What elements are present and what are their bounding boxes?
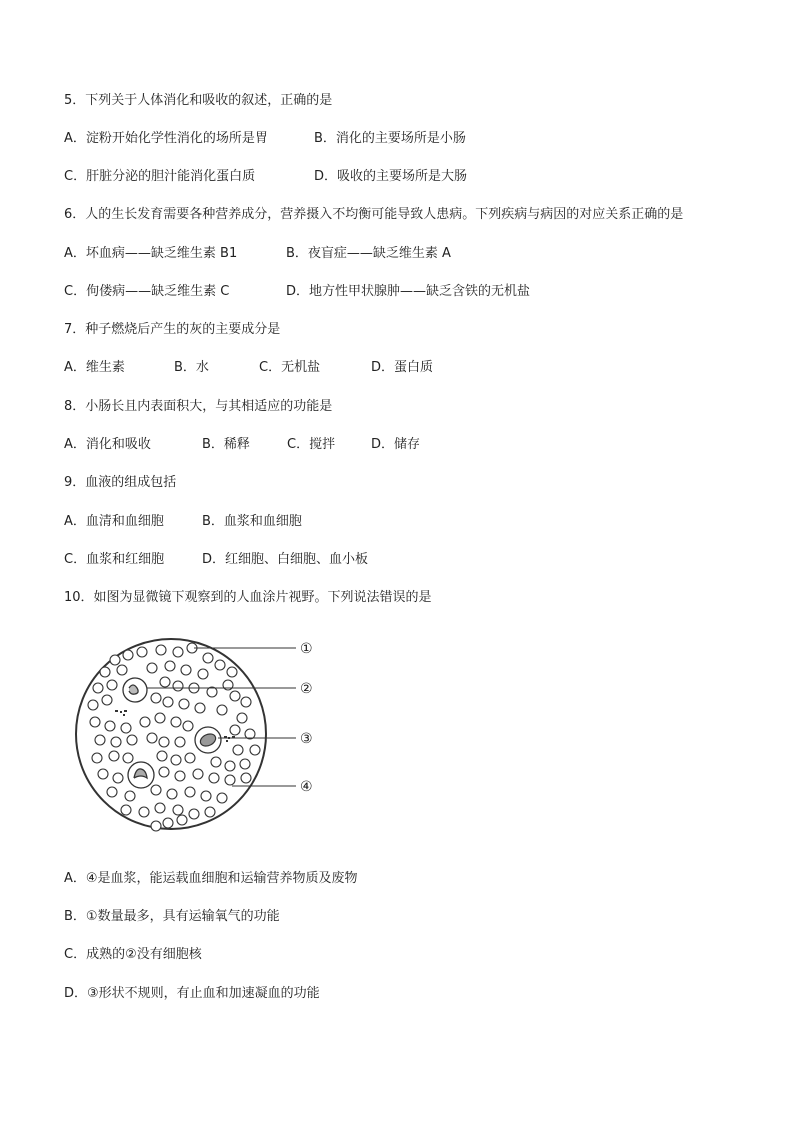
red-blood-cell: [157, 751, 167, 761]
red-blood-cell: [227, 667, 237, 677]
q7-option-c[interactable]: C．无机盐: [259, 360, 321, 375]
red-blood-cell: [185, 787, 195, 797]
red-blood-cell: [151, 821, 161, 831]
red-blood-cell: [167, 789, 177, 799]
red-blood-cell: [127, 735, 137, 745]
red-blood-cell: [100, 667, 110, 677]
label-3: ③: [300, 731, 313, 747]
q9-option-d[interactable]: D．红细胞、白细胞、血小板: [202, 552, 369, 567]
q8-stem: 8．小肠长且内表面积大，与其相适应的功能是: [64, 399, 333, 414]
red-blood-cell: [193, 769, 203, 779]
red-blood-cell: [198, 669, 208, 679]
red-blood-cell: [98, 769, 108, 779]
red-blood-cell: [160, 677, 170, 687]
white-blood-cell: [123, 678, 147, 702]
red-blood-cell: [241, 697, 251, 707]
red-blood-cell: [140, 717, 150, 727]
red-blood-cell: [171, 717, 181, 727]
red-blood-cell: [155, 803, 165, 813]
red-blood-cell: [173, 647, 183, 657]
red-blood-cell: [163, 818, 173, 828]
red-blood-cell: [159, 737, 169, 747]
red-blood-cell: [181, 665, 191, 675]
q8-option-b[interactable]: B．稀释: [202, 437, 250, 452]
red-blood-cell: [215, 660, 225, 670]
red-blood-cell: [137, 647, 147, 657]
q9-option-a[interactable]: A．血清和血细胞: [64, 514, 164, 529]
red-blood-cell: [201, 791, 211, 801]
red-blood-cell: [240, 759, 250, 769]
red-blood-cell: [151, 785, 161, 795]
red-blood-cell: [237, 713, 247, 723]
red-blood-cell: [175, 771, 185, 781]
red-blood-cell: [156, 645, 166, 655]
red-blood-cell: [139, 807, 149, 817]
q5-option-b[interactable]: B．消化的主要场所是小肠: [314, 131, 466, 146]
q6-option-c[interactable]: C．佝偻病——缺乏维生素 C: [64, 284, 230, 299]
red-blood-cell: [102, 695, 112, 705]
q9-stem: 9．血液的组成包括: [64, 475, 177, 490]
red-blood-cell: [230, 725, 240, 735]
red-blood-cell: [111, 737, 121, 747]
q10-option-d[interactable]: D．③形状不规则，有止血和加速凝血的功能: [64, 986, 320, 1001]
red-blood-cell: [110, 655, 120, 665]
red-blood-cell: [189, 809, 199, 819]
q5-stem: 5．下列关于人体消化和吸收的叙述，正确的是: [64, 93, 333, 108]
q7-option-a[interactable]: A．维生素: [64, 360, 125, 375]
q9-option-b[interactable]: B．血浆和血细胞: [202, 514, 302, 529]
red-blood-cell: [179, 699, 189, 709]
red-blood-cell: [93, 683, 103, 693]
label-1: ①: [300, 641, 313, 657]
label-4: ④: [300, 779, 313, 795]
q10-option-a[interactable]: A．④是血浆，能运载血细胞和运输营养物质及废物: [64, 871, 358, 886]
red-blood-cell: [155, 713, 165, 723]
red-blood-cell: [105, 721, 115, 731]
red-blood-cell: [88, 700, 98, 710]
red-blood-cell: [250, 745, 260, 755]
red-blood-cell: [173, 681, 183, 691]
q5-option-c[interactable]: C．肝脏分泌的胆汁能消化蛋白质: [64, 169, 256, 184]
red-blood-cell: [123, 753, 133, 763]
q9-option-c[interactable]: C．血浆和红细胞: [64, 552, 165, 567]
q6-stem: 6．人的生长发育需要各种营养成分，营养摄入不均衡可能导致人患病。下列疾病与病因的对应关系正确的是: [64, 207, 684, 222]
white-blood-cell: [195, 727, 221, 753]
q5-option-a[interactable]: A．淀粉开始化学性消化的场所是胃: [64, 131, 268, 146]
red-blood-cell: [211, 757, 221, 767]
red-blood-cell: [107, 787, 117, 797]
q8-option-c[interactable]: C．搅拌: [287, 437, 336, 452]
red-blood-cell: [217, 705, 227, 715]
q6-option-a[interactable]: A．坏血病——缺乏维生素 B1: [64, 246, 238, 261]
red-blood-cell: [205, 807, 215, 817]
q7-option-d[interactable]: D．蛋白质: [371, 360, 434, 375]
red-blood-cell: [151, 693, 161, 703]
red-blood-cell: [233, 745, 243, 755]
red-blood-cell: [121, 805, 131, 815]
red-blood-cell: [147, 663, 157, 673]
red-blood-cell: [90, 717, 100, 727]
red-blood-cell: [95, 735, 105, 745]
q10-option-b[interactable]: B．①数量最多，具有运输氧气的功能: [64, 909, 280, 924]
red-blood-cell: [230, 691, 240, 701]
red-blood-cell: [125, 791, 135, 801]
label-2: ②: [300, 681, 313, 697]
red-blood-cell: [203, 653, 213, 663]
red-blood-cell: [147, 733, 157, 743]
blood-smear-diagram: [60, 630, 330, 840]
red-blood-cell: [177, 815, 187, 825]
q7-option-b[interactable]: B．水: [174, 360, 209, 375]
q5-option-d[interactable]: D．吸收的主要场所是大肠: [314, 169, 468, 184]
red-blood-cell: [209, 773, 219, 783]
q8-option-a[interactable]: A．消化和吸收: [64, 437, 151, 452]
red-blood-cell: [92, 753, 102, 763]
red-blood-cell: [113, 773, 123, 783]
q6-option-b[interactable]: B．夜盲症——缺乏维生素 A: [286, 246, 451, 261]
red-blood-cell: [217, 793, 227, 803]
red-blood-cell: [121, 723, 131, 733]
red-blood-cell: [241, 773, 251, 783]
red-blood-cell: [195, 703, 205, 713]
red-blood-cell: [225, 775, 235, 785]
red-blood-cell: [175, 737, 185, 747]
q8-option-d[interactable]: D．储存: [371, 437, 421, 452]
q10-stem: 10．如图为显微镜下观察到的人血涂片视野。下列说法错误的是: [64, 590, 432, 605]
red-blood-cell: [165, 661, 175, 671]
red-blood-cell: [225, 761, 235, 771]
red-blood-cell: [185, 753, 195, 763]
red-blood-cell: [173, 805, 183, 815]
red-blood-cell: [171, 755, 181, 765]
red-blood-cell: [163, 697, 173, 707]
q6-option-d[interactable]: D．地方性甲状腺肿——缺乏含铁的无机盐: [286, 284, 531, 299]
q10-option-c[interactable]: C．成熟的②没有细胞核: [64, 947, 202, 962]
red-blood-cell: [109, 751, 119, 761]
red-blood-cell: [117, 665, 127, 675]
red-blood-cell: [107, 680, 117, 690]
red-blood-cell: [183, 721, 193, 731]
red-blood-cell: [123, 650, 133, 660]
red-blood-cell: [159, 767, 169, 777]
white-blood-cell: [128, 762, 154, 788]
q7-stem: 7．种子燃烧后产生的灰的主要成分是: [64, 322, 281, 337]
